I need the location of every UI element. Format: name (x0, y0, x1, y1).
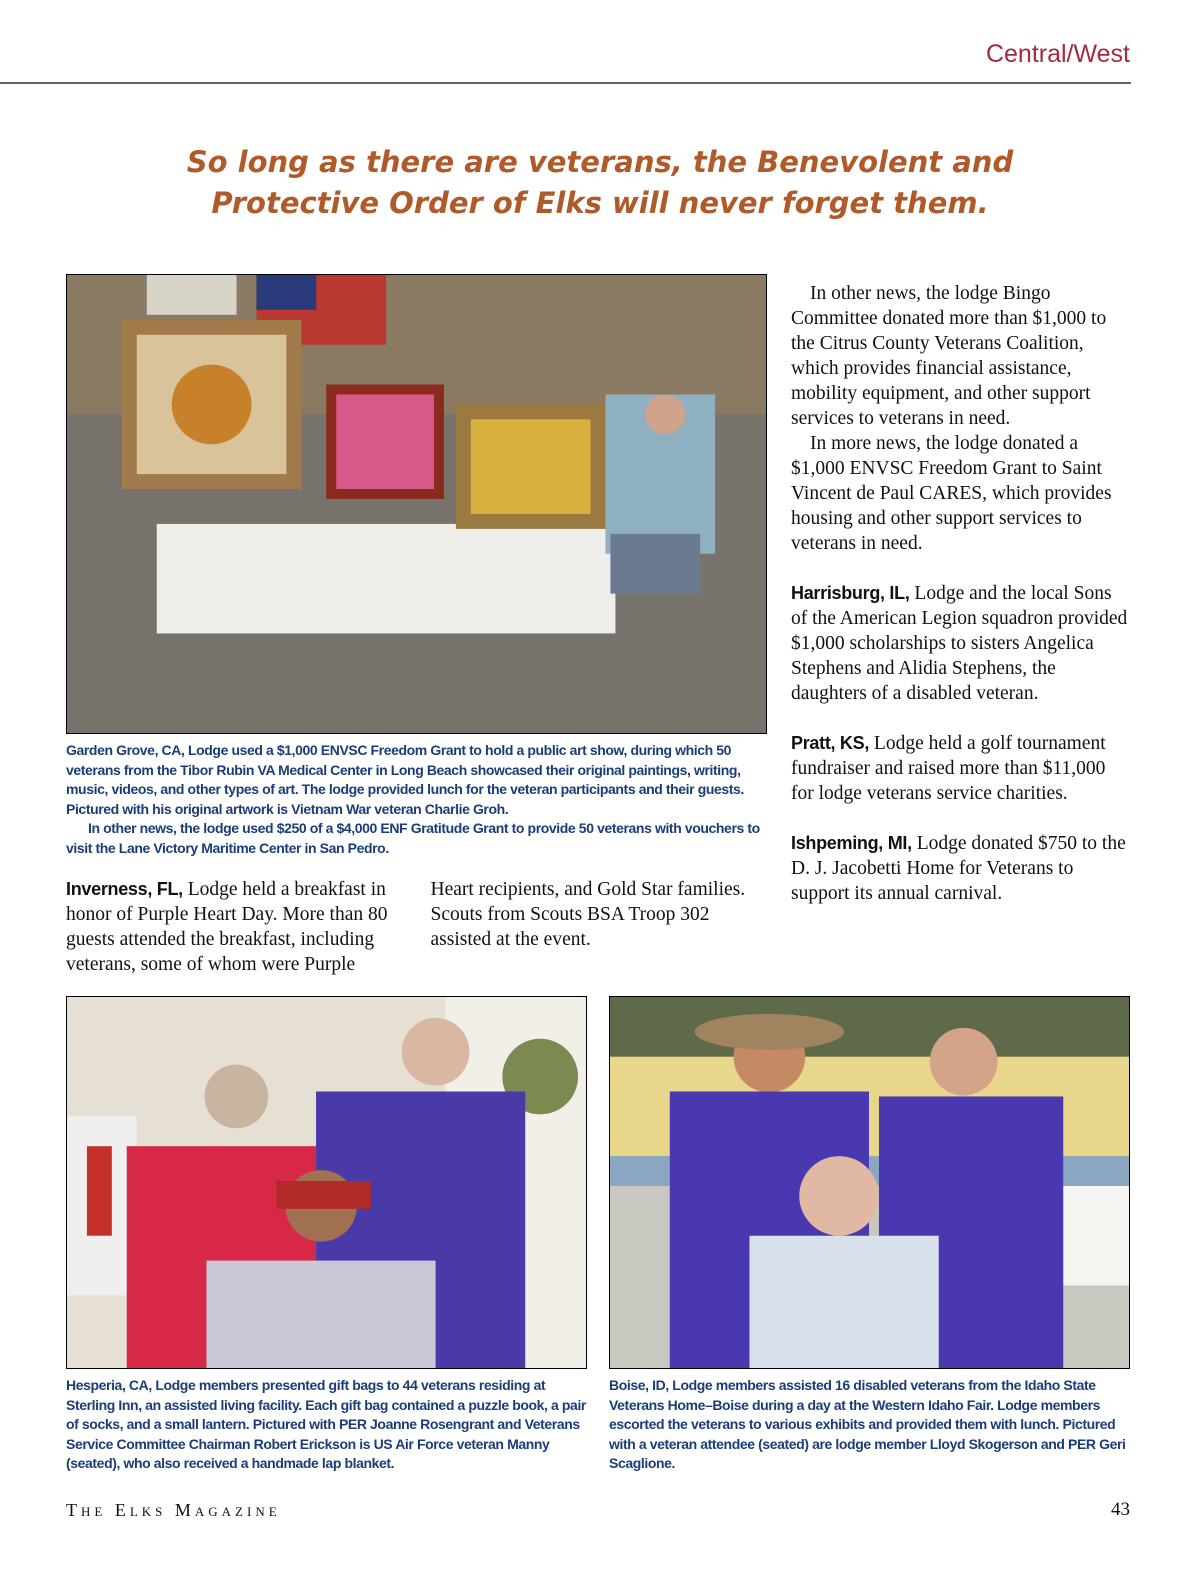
inverness-article (66, 877, 761, 977)
article-text: Lodge donated $750 to the D. J. Jacobetti Home for Veterans to support its annual carnival. (791, 833, 1126, 904)
boise-photo (609, 996, 1130, 1369)
caption-more: In other news, the lodge used $250 of a $4,000 ENF Gratitude Grant to provide 50 veterans with vouchers to visit the Lane Victory Maritime Center in San Pedro. (66, 820, 760, 856)
article-place: Harrisburg, IL, (791, 583, 910, 603)
pratt-article (791, 731, 1131, 806)
article-place: Ishpeming, MI, (791, 833, 912, 853)
hesperia-caption (66, 1376, 586, 1474)
caption-place: Garden Grove, CA, (66, 742, 185, 758)
hesperia-photo (66, 996, 587, 1369)
garden-grove-caption (66, 741, 766, 858)
harrisburg-article (791, 581, 1131, 706)
garden-grove-photo (66, 274, 767, 734)
ishpeming-article (791, 831, 1131, 906)
right-column (791, 281, 1131, 906)
article-text: Lodge held a breakfast in honor of Purple Heart Day. More than 80 guests attended the breakfast, including veterans, some of whom were Purple Heart recipients, and Gold Star families. Scouts from Scouts BSA Troop 302 assisted at the event. (66, 879, 746, 975)
boise-caption (609, 1376, 1129, 1474)
article-place: Inverness, FL, (66, 879, 183, 899)
article-text: Lodge held a golf tournament fundraiser and raised more than $11,000 for lodge veterans service charities. (791, 733, 1106, 804)
article-place: Pratt, KS, (791, 733, 870, 753)
caption-text: Lodge members assisted 16 disabled veterans from the Idaho State Veterans Home–Boise during a day at the Western Idaho Fair. Lodge members escorted the veterans to various exhibits and provided them with lunch. Pictured with a veteran attendee (seated) are lodge member Lloyd Skogerson and PER Geri Scaglione. (609, 1377, 1126, 1471)
caption-place: Hesperia, CA, (66, 1377, 152, 1393)
magazine-name: The Elks Magazine (66, 1500, 281, 1520)
inverness-continued-2: In more news, the lodge donated a $1,000 ENVSC Freedom Grant to Saint Vincent de Paul CARES, which provides housing and other support services to veterans in need. (791, 433, 1112, 554)
caption-text: Lodge members presented gift bags to 44 veterans residing at Sterling Inn, an assisted living facility. Each gift bag contained a puzzle book, a pair of socks, and a small lantern. Pictured with PER Joanne Rosengrant and Veterans Service Committee Chairman Robert Erickson is US Air Force veteran Manny (seated), who also received a handmade lap blanket. (66, 1377, 586, 1471)
article-text: Lodge and the local Sons of the American Legion squadron provided $1,000 scholarships to sisters Angelica Stephens and Alidia Stephens, the daughters of a disabled veteran. (791, 583, 1128, 704)
pullquote: So long as there are veterans, the Benevolent and Protective Order of Elks will never forget them. (186, 145, 1014, 220)
page-number: 43 (1111, 1499, 1130, 1520)
header-rule (0, 82, 1131, 84)
inverness-continued-1: In other news, the lodge Bingo Committee donated more than $1,000 to the Citrus County Veterans Coalition, which provides financial assistance, mobility equipment, and other support services to veterans in need. (791, 283, 1107, 429)
section-label: Central/West (985, 40, 1130, 68)
caption-place: Boise, ID, (609, 1377, 669, 1393)
caption-text: Lodge used a $1,000 ENVSC Freedom Grant to hold a public art show, during which 50 veterans from the Tibor Rubin VA Medical Center in Long Beach showcased their original paintings, writing, music, videos, and other types of art. The lodge provided lunch for the veteran participants and their guests. Pictured with his original artwork is Vietnam War veteran Charlie Groh. (66, 742, 744, 817)
